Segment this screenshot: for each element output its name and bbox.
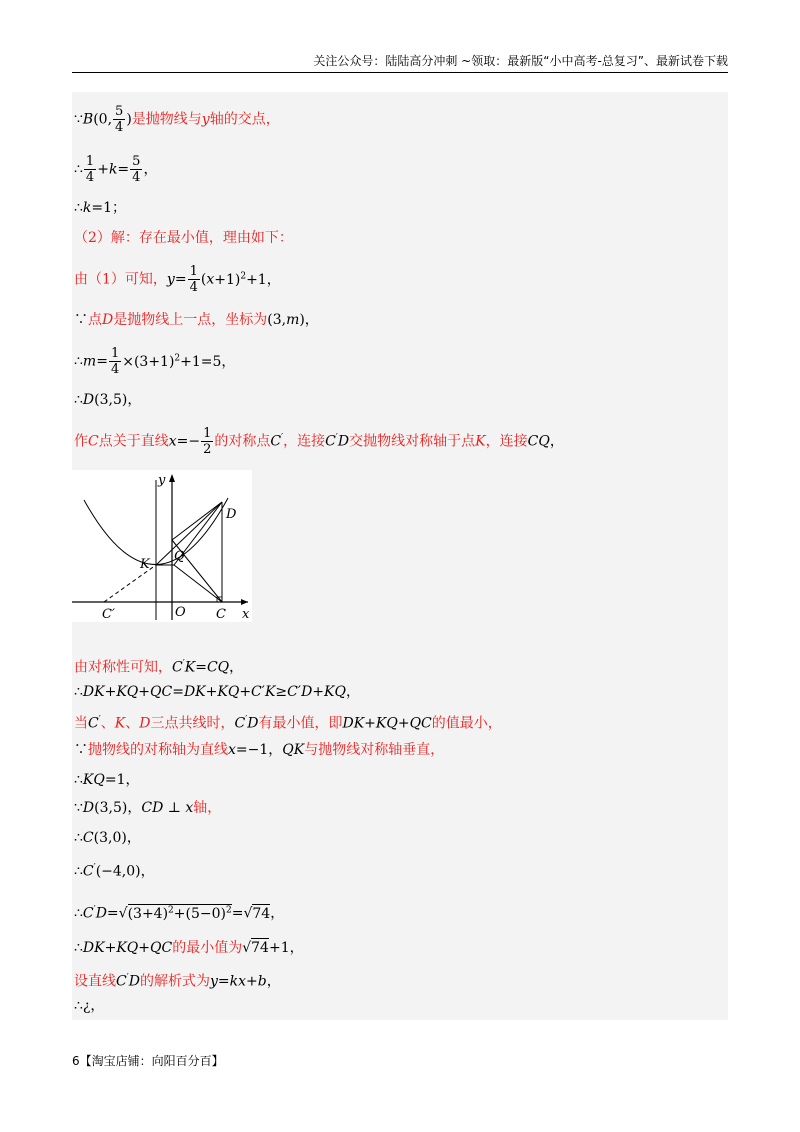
- label-Q: Q: [174, 549, 185, 564]
- line-1: ∵B(0, $\frac{5}{4}$ )是抛物线与y轴的交点，: [74, 104, 280, 135]
- line-7: ∴m= $\frac{1}{4}$ $\times(3+1)^2+1=5$，: [74, 346, 236, 377]
- line-12: 当C′、K、D三点共线时，C′D有最小值，即DK+KQ+QC的值最小，: [74, 715, 502, 732]
- line-2: ∴ $\frac{1}{4}$ +k= $\frac{5}{4}$ ，: [74, 154, 158, 185]
- label-O: O: [175, 605, 186, 620]
- line-20: 设直线C′D的解析式为y=kx+b，: [74, 973, 281, 990]
- line-21: ∴¿，: [74, 998, 105, 1014]
- line-4: （2）解：存在最小值，理由如下：: [74, 230, 293, 246]
- label-C: C: [216, 607, 226, 622]
- label-D: D: [226, 507, 237, 522]
- parabola-figure: [72, 470, 252, 622]
- line-11: ∴DK+KQ+QC=DK+KQ+C′K≥C′D+KQ，: [74, 684, 360, 700]
- label-x: x: [242, 607, 250, 622]
- line-14: ∴KQ=1，: [74, 772, 140, 788]
- line-10: 由对称性可知，C′K=CQ，: [74, 659, 244, 676]
- line-19: ∴DK+KQ+QC的最小值为√74+1，: [74, 940, 304, 956]
- line-17: ∴C′(−4,0)，: [74, 863, 155, 880]
- figure-svg: [72, 470, 252, 622]
- solution-content: [72, 92, 728, 1020]
- header-text: 关注公众号：陆陆高分冲刺 ~领取：最新版“小中高考-总复习”、最新试卷下载: [313, 54, 728, 68]
- page-header: [72, 52, 728, 73]
- line-6: ∵点D是抛物线上一点，坐标为(3,m)，: [74, 312, 319, 328]
- line-13: ∵抛物线的对称轴为直线x=−1，QK与抛物线对称轴垂直，: [74, 742, 445, 758]
- label-K: K: [140, 557, 150, 572]
- line-15: ∵D(3,5)，CD ⊥ x轴，: [74, 800, 222, 816]
- footer-text: 6【淘宝店铺：向阳百分百】: [72, 1054, 224, 1068]
- line-16: ∴C(3,0)，: [74, 830, 141, 846]
- label-Cp: C′: [102, 607, 115, 622]
- line-5: 由（1）可知，y= $\frac{1}{4}$ $(x+1)^2+1$，: [74, 264, 281, 295]
- label-y: y: [158, 473, 166, 488]
- line-18: $\therefore C'D=√(3+4)^2+(5-0)^2=√74$，: [74, 905, 285, 922]
- page-footer: [72, 1052, 224, 1069]
- line-8: ∴D(3,5)，: [74, 392, 142, 408]
- line-3: ∴k=1；: [74, 200, 127, 216]
- line-9: 作C点关于直线x=− $\frac{1}{2}$ 的对称点C′，连接C′D交抛物线对称轴于点K，连接CQ，: [74, 426, 564, 457]
